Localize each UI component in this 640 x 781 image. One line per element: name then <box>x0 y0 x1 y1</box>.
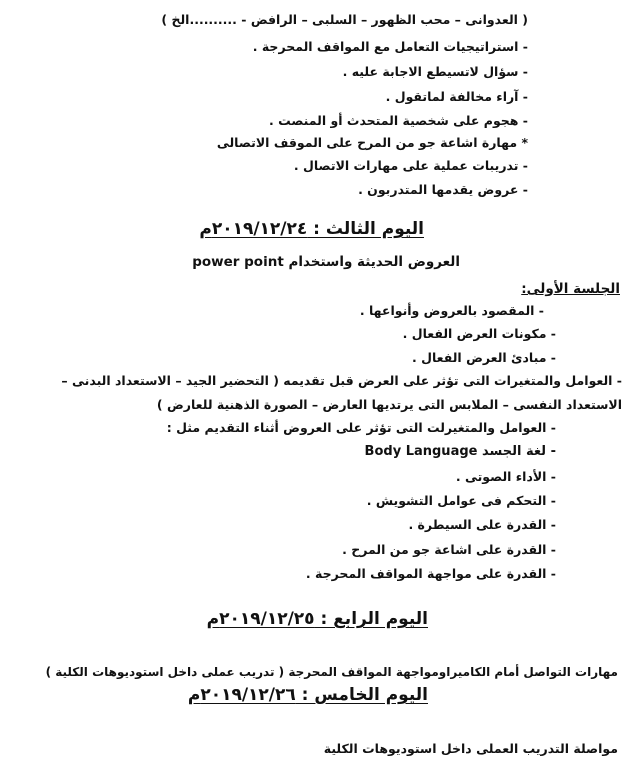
session-item: - مكونات العرض الفعال . <box>402 326 556 341</box>
day5-text: مواصلة التدريب العملى داخل استوديوهات الكلية <box>323 741 618 756</box>
list-line: - هجوم على شخصية المتحدث أو المنصت . <box>269 113 528 128</box>
list-line: ( العدوانى – محب الظهور – السلبى – الرافض - ..........الخ ) <box>161 12 528 27</box>
session-item: - القدرة على مواجهة المواقف المحرجة . <box>305 566 556 581</box>
day4-text: مهارات التواصل أمام الكاميراومواجهة المواقف المحرجة ( تدريب عملى داخل استوديوهات الكلية ) <box>45 665 618 679</box>
list-line: - عروض يقدمها المتدربون . <box>358 182 528 197</box>
list-line: - استراتيجيات التعامل مع المواقف المحرجة . <box>252 39 528 54</box>
list-line: - تدريبات عملية على مهارات الاتصال . <box>293 158 528 173</box>
session-item: - العوامل والمتغيرلت التى تؤثر على العروض أثناء التقديم مثل : <box>166 420 556 435</box>
session-item: الاستعداد النفسى – الملابس التى يرتديها العارض – الصورة الذهنية للعارض ) <box>156 397 622 412</box>
day3-heading: اليوم الثالث : ٢٠١٩/١٢/٢٤م <box>199 219 424 239</box>
session-item: - مبادئ العرض الفعال . <box>412 350 556 365</box>
list-line: - سؤال لاتسيطع الاجابة عليه . <box>342 64 528 79</box>
session-item: - لغة الجسد Body Language <box>364 444 556 459</box>
session-item: - القدرة على اشاعة جو من المرح . <box>342 542 556 557</box>
session-item: - الأداء الصوتى . <box>455 469 556 484</box>
day5-heading: اليوم الخامس : ٢٠١٩/١٢/٢٦م <box>187 685 428 705</box>
list-line: * مهارة اشاعة جو من المرح على الموقف الاتصالى <box>216 135 528 150</box>
session-item: - القدرة على السيطرة . <box>408 517 556 532</box>
session-item: - التحكم فى عوامل التشويش . <box>366 493 556 508</box>
session-item: - المقصود بالعروض وأنواعها . <box>359 303 544 318</box>
session-item: - العوامل والمتغيرات التى تؤثر على العرض قبل تقديمه ( التحضير الجيد – الاستعداد البدنى – <box>61 373 622 388</box>
session-title: الجلسة الأولى: <box>521 281 620 297</box>
list-line: - آراء مخالفة لماتقول . <box>385 89 528 104</box>
day3-subtitle: العروض الحديثة واستخدام power point <box>192 254 460 270</box>
day4-heading: اليوم الرابع : ٢٠١٩/١٢/٢٥م <box>206 609 428 629</box>
